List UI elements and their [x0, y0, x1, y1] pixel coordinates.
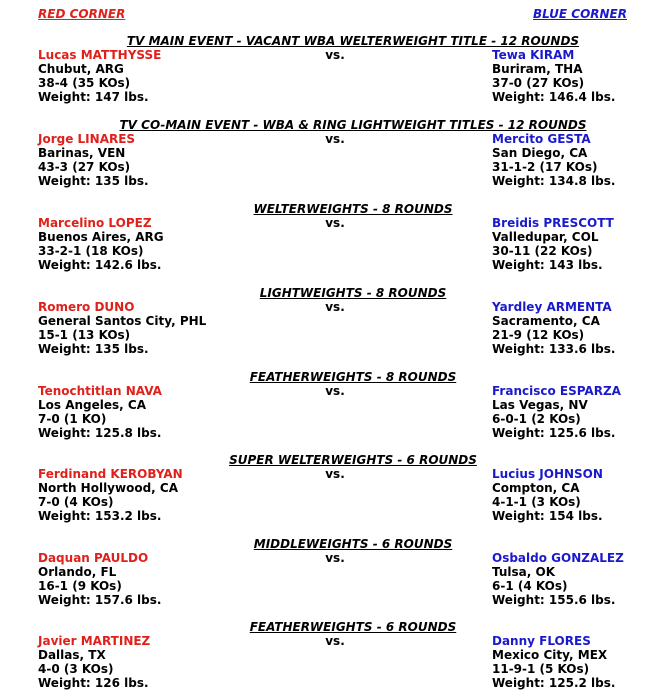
fighter-name: Mercito GESTA	[492, 132, 591, 146]
vs-label: vs.	[325, 634, 345, 648]
red-fighter	[38, 634, 150, 690]
bout-title: TV CO-MAIN EVENT - WBA & RING LIGHTWEIGHT TITLES - 12 ROUNDS	[119, 118, 587, 132]
fighter-hometown: Chubut, ARG	[38, 62, 124, 76]
fighter-record: 21-9 (12 KOs)	[492, 328, 585, 342]
fighter-weight: Weight: 125.8 lbs.	[38, 426, 162, 440]
fighter-record: 4-1-1 (3 KOs)	[492, 495, 581, 509]
fighter-weight: Weight: 134.8 lbs.	[492, 174, 616, 188]
fighter-weight: Weight: 146.4 lbs.	[492, 90, 616, 104]
fighter-record: 43-3 (27 KOs)	[38, 160, 131, 174]
fighter-weight: Weight: 153.2 lbs.	[38, 509, 162, 523]
bout	[0, 202, 653, 282]
fighter-record: 6-0-1 (2 KOs)	[492, 412, 581, 426]
red-fighter	[38, 132, 149, 188]
vs-label: vs.	[325, 384, 345, 398]
red-fighter	[38, 384, 162, 440]
fighter-hometown: Barinas, VEN	[38, 146, 126, 160]
bout-title: MIDDLEWEIGHTS - 6 ROUNDS	[253, 537, 453, 551]
fighter-record: 11-9-1 (5 KOs)	[492, 662, 590, 676]
fighter-hometown: Dallas, TX	[38, 648, 106, 662]
fighter-weight: Weight: 135 lbs.	[38, 174, 149, 188]
fighter-name: Danny FLORES	[492, 634, 591, 648]
fighter-name: Breidis PRESCOTT	[492, 216, 614, 230]
fighter-hometown: Las Vegas, NV	[492, 398, 588, 412]
fighter-weight: Weight: 135 lbs.	[38, 342, 149, 356]
fighter-name: Osbaldo GONZALEZ	[492, 551, 624, 565]
bout-title: FEATHERWEIGHTS - 6 ROUNDS	[249, 620, 457, 634]
fighter-name: Yardley ARMENTA	[492, 300, 612, 314]
fighter-hometown: Buriram, THA	[492, 62, 583, 76]
fighter-name: Tenochtitlan NAVA	[38, 384, 162, 398]
fighter-record: 37-0 (27 KOs)	[492, 76, 585, 90]
fighter-record: 6-1 (4 KOs)	[492, 579, 568, 593]
fighter-hometown: San Diego, CA	[492, 146, 588, 160]
fighter-record: 7-0 (1 KO)	[38, 412, 107, 426]
fighter-record: 4-0 (3 KOs)	[38, 662, 114, 676]
fighter-weight: Weight: 157.6 lbs.	[38, 593, 162, 607]
fighter-hometown: Sacramento, CA	[492, 314, 600, 328]
fighter-hometown: Orlando, FL	[38, 565, 117, 579]
fighter-weight: Weight: 155.6 lbs.	[492, 593, 616, 607]
fighter-hometown: Buenos Aires, ARG	[38, 230, 164, 244]
fighter-name: Francisco ESPARZA	[492, 384, 621, 398]
fighter-record: 30-11 (22 KOs)	[492, 244, 593, 258]
bout	[0, 620, 653, 700]
vs-label: vs.	[325, 300, 345, 314]
blue-fighter	[492, 384, 621, 440]
bout	[0, 118, 653, 198]
bout	[0, 453, 653, 533]
bout-title: LIGHTWEIGHTS - 8 ROUNDS	[259, 286, 447, 300]
bout-title: WELTERWEIGHTS - 8 ROUNDS	[253, 202, 453, 216]
blue-fighter	[492, 551, 624, 607]
blue-fighter	[492, 132, 615, 188]
fighter-record: 15-1 (13 KOs)	[38, 328, 131, 342]
fighter-name: Jorge LINARES	[38, 132, 136, 146]
red-fighter	[38, 300, 206, 356]
red-fighter	[38, 48, 161, 104]
blue-fighter	[492, 634, 615, 690]
fighter-hometown: Los Angeles, CA	[38, 398, 146, 412]
vs-label: vs.	[325, 467, 345, 481]
fighter-weight: Weight: 125.2 lbs.	[492, 676, 616, 690]
fighter-hometown: Mexico City, MEX	[492, 648, 608, 662]
red-fighter	[38, 467, 183, 523]
vs-label: vs.	[325, 132, 345, 146]
fighter-weight: Weight: 143 lbs.	[492, 258, 603, 272]
blue-fighter	[492, 216, 614, 272]
bout	[0, 34, 653, 114]
fighter-record: 7-0 (4 KOs)	[38, 495, 114, 509]
bout	[0, 537, 653, 617]
fighter-name: Romero DUNO	[38, 300, 135, 314]
fighter-record: 16-1 (9 KOs)	[38, 579, 122, 593]
bout	[0, 370, 653, 450]
fighter-hometown: North Hollywood, CA	[38, 481, 178, 495]
fighter-record: 33-2-1 (18 KOs)	[38, 244, 144, 258]
fighter-hometown: Tulsa, OK	[492, 565, 555, 579]
vs-label: vs.	[325, 216, 345, 230]
fighter-weight: Weight: 142.6 lbs.	[38, 258, 162, 272]
red-corner-heading: RED CORNER	[38, 7, 126, 21]
fighter-hometown: Compton, CA	[492, 481, 580, 495]
fighter-name: Marcelino LOPEZ	[38, 216, 152, 230]
fighter-record: 31-1-2 (17 KOs)	[492, 160, 598, 174]
fighter-name: Tewa KIRAM	[492, 48, 575, 62]
vs-label: vs.	[325, 48, 345, 62]
vs-label: vs.	[325, 551, 345, 565]
bout-title: SUPER WELTERWEIGHTS - 6 ROUNDS	[229, 453, 477, 467]
fighter-weight: Weight: 147 lbs.	[38, 90, 149, 104]
fighter-name: Javier MARTINEZ	[38, 634, 151, 648]
red-fighter	[38, 216, 164, 272]
bout	[0, 286, 653, 366]
fighter-name: Lucas MATTHYSSE	[38, 48, 162, 62]
blue-fighter	[492, 48, 615, 104]
blue-fighter	[492, 300, 615, 356]
fighter-name: Daquan PAULDO	[38, 551, 149, 565]
fighter-weight: Weight: 125.6 lbs.	[492, 426, 616, 440]
fighter-weight: Weight: 154 lbs.	[492, 509, 603, 523]
red-fighter	[38, 551, 161, 607]
fighter-hometown: Valledupar, COL	[492, 230, 599, 244]
fighter-record: 38-4 (35 KOs)	[38, 76, 131, 90]
bout-title: TV MAIN EVENT - VACANT WBA WELTERWEIGHT TITLE - 12 ROUNDS	[126, 34, 580, 48]
blue-corner-heading: BLUE CORNER	[533, 7, 627, 21]
fighter-weight: Weight: 133.6 lbs.	[492, 342, 616, 356]
bout-title: FEATHERWEIGHTS - 8 ROUNDS	[249, 370, 457, 384]
fighter-weight: Weight: 126 lbs.	[38, 676, 149, 690]
fighter-name: Lucius JOHNSON	[492, 467, 603, 481]
fighter-name: Ferdinand KEROBYAN	[38, 467, 183, 481]
blue-fighter	[492, 467, 603, 523]
fighter-hometown: General Santos City, PHL	[38, 314, 207, 328]
